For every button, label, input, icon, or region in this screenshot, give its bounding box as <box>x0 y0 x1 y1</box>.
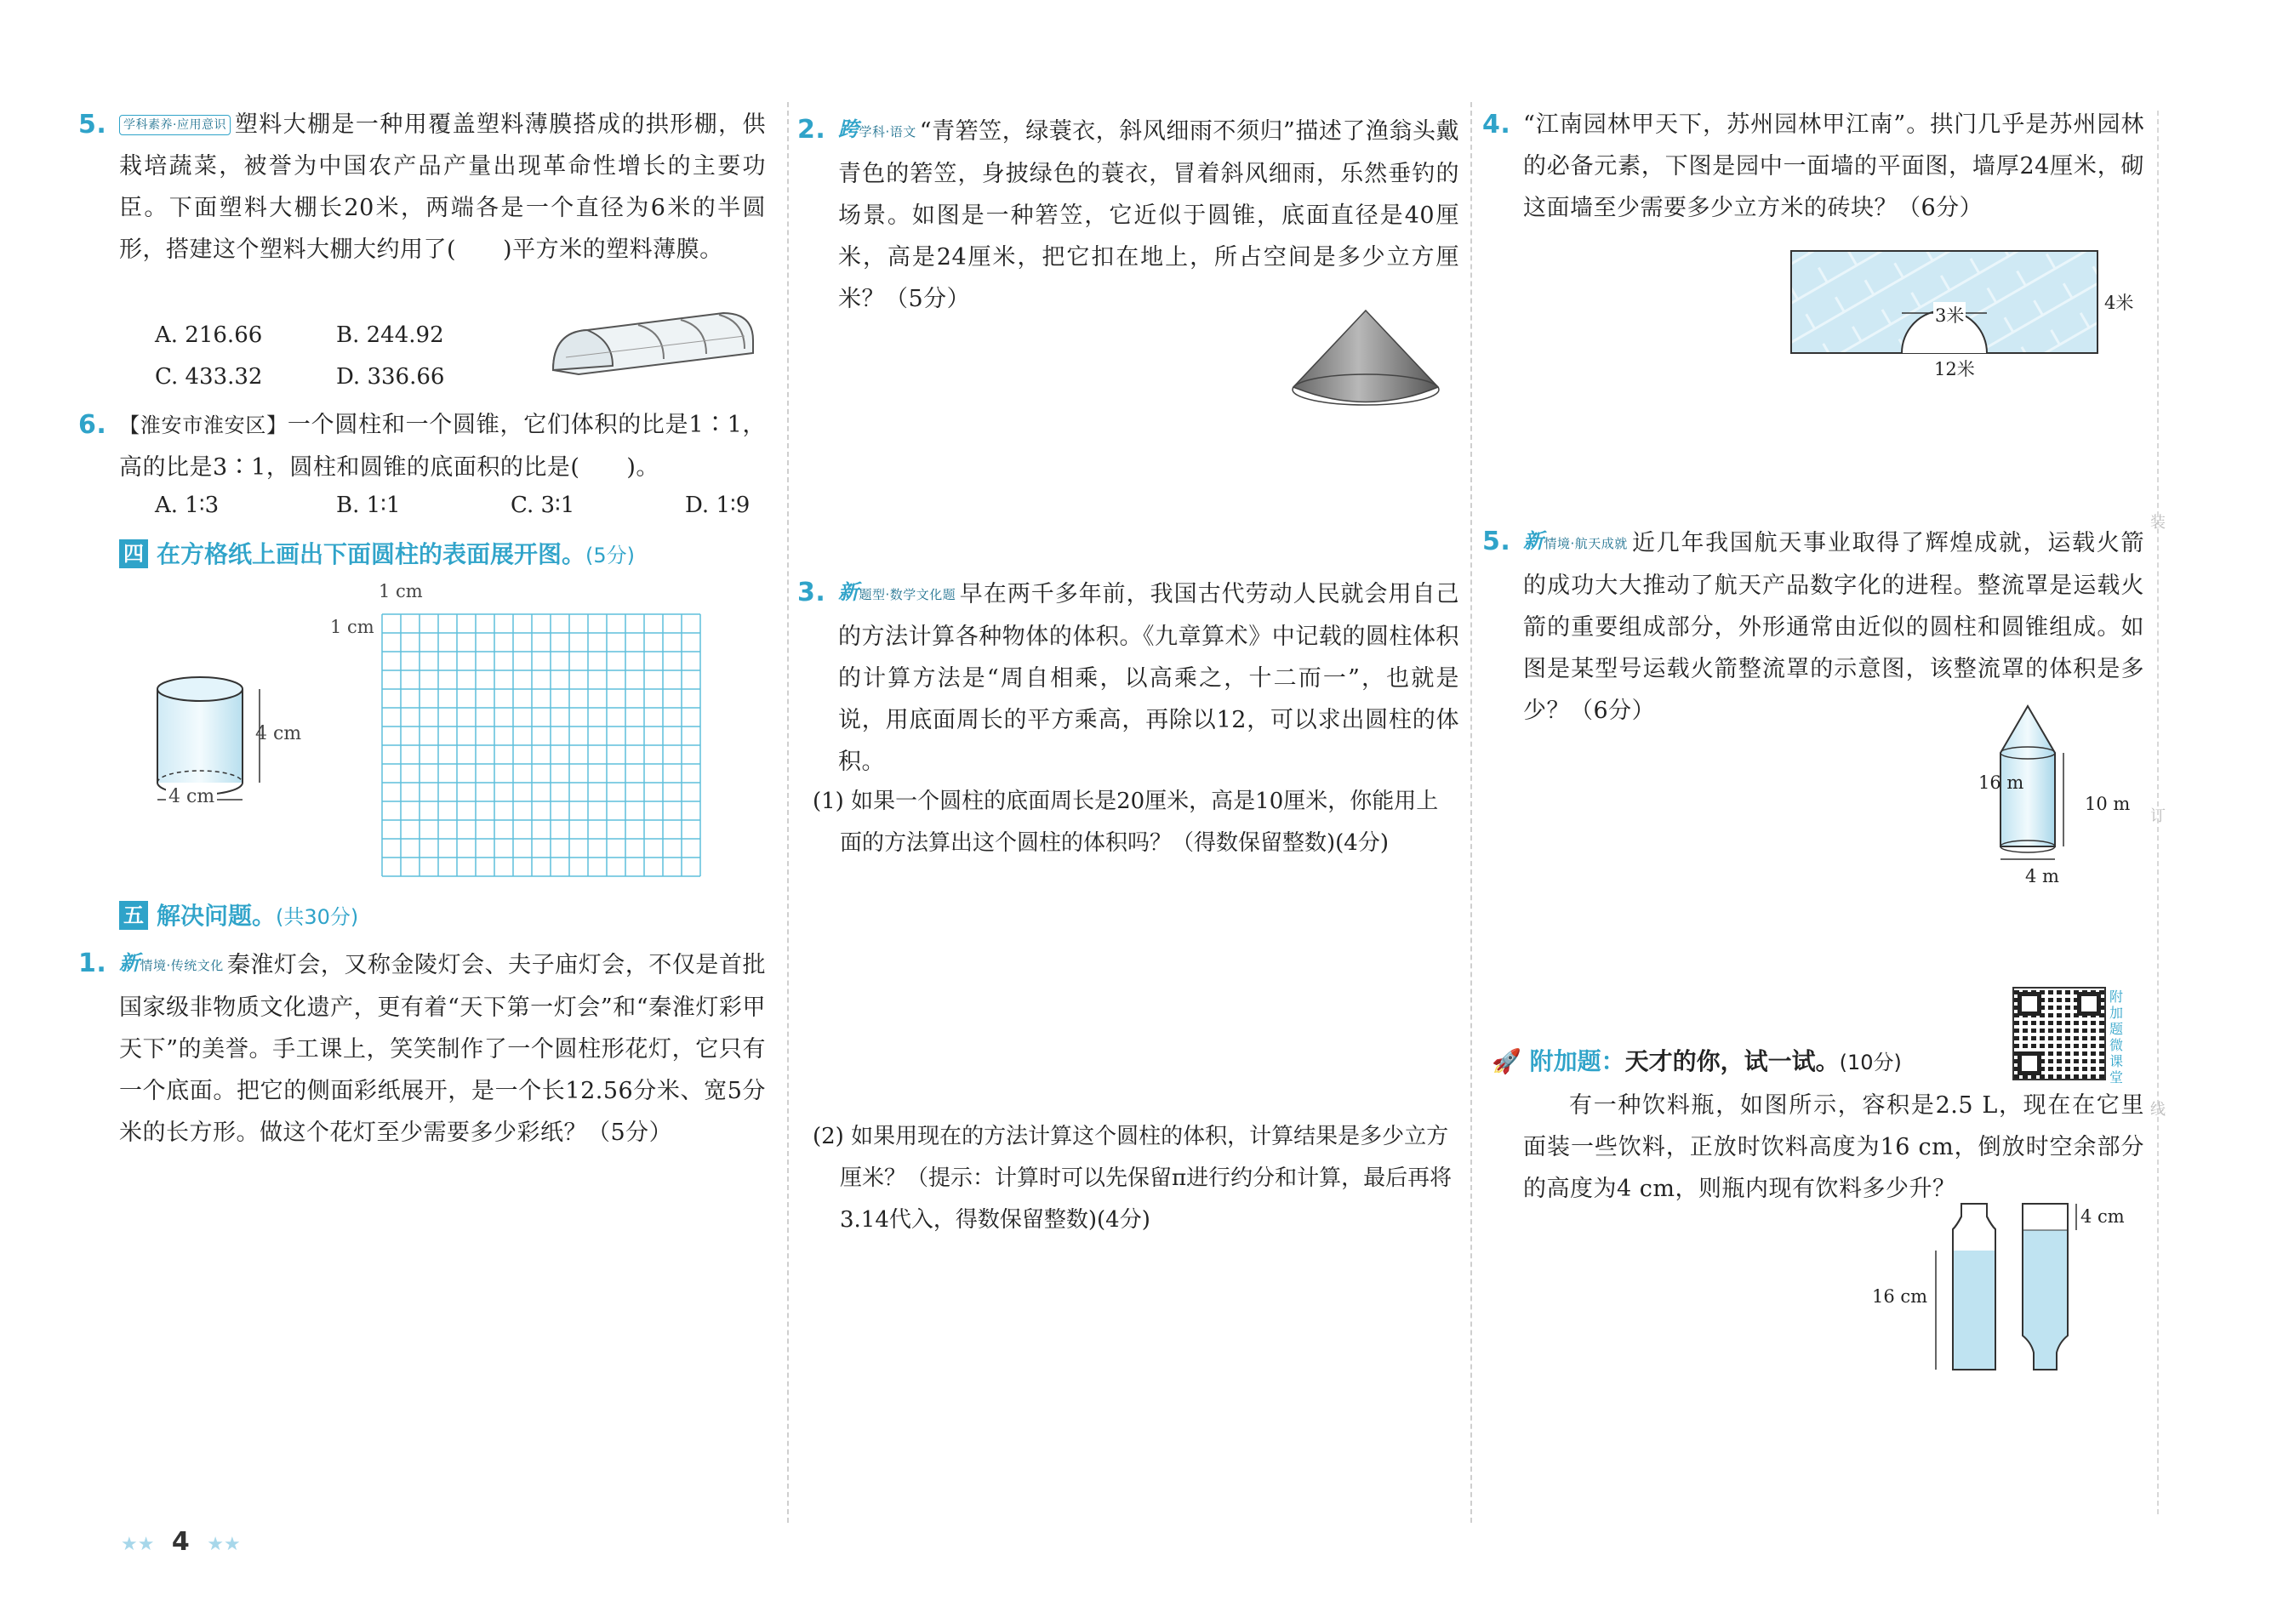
grid-left-label: 1 cm <box>330 617 374 637</box>
wall-height-label: 4米 <box>2104 293 2134 313</box>
qr-caption: 附加题微课堂 <box>2109 989 2124 1086</box>
problem-1 <box>78 943 766 1154</box>
section-title: 解决问题。 <box>157 902 277 930</box>
square-grid-paper[interactable] <box>379 611 711 879</box>
rocket-icon: 🚀 <box>1492 1047 1521 1075</box>
problem-2 <box>797 109 1459 320</box>
column-divider <box>1470 102 1472 1523</box>
question-number: 3. <box>797 578 826 607</box>
question-text: 一个圆柱和一个圆锥，它们体积的比是1∶1，高的比是3∶1，圆柱和圆锥的底面积的比是( )。 <box>119 412 766 481</box>
question-text: 近几年我国航天事业取得了辉煌成就，运载火箭的成功大大推动了航天产品数字化的进程。整流罩是运载火箭的重要组成部分，外形通常由近似的圆柱和圆锥组成。如图是某型号运载火箭整流罩的示意图，该整流罩的体积是多少？（6分） <box>1523 530 2144 724</box>
subject-tag: 跨学科·语文 <box>838 117 916 141</box>
star-icon: ★★ <box>207 1534 241 1555</box>
question-text: 早在两千多年前，我国古代劳动人民就会用自己的方法计算各种物体的体积。《九章算术》中记载的圆柱体积的计算方法是“周自相乘，以高乘之，十二而一”，也就是说，用底面周长的平方乘高，再除以12，可以求出圆柱的体积。 <box>838 581 1459 775</box>
question-5 <box>78 104 766 271</box>
question-number: 1. <box>78 949 107 978</box>
arch-diameter-label: 3米 <box>1933 302 1966 328</box>
section-4-heading <box>119 538 635 573</box>
column-divider <box>787 102 789 1523</box>
region-tag: 【淮安市淮安区】 <box>119 413 288 437</box>
bonus-subtitle: 天才的你，试一试。 <box>1624 1047 1840 1075</box>
problem-5 <box>1482 521 2144 732</box>
problem-3-part-2: (2) 如果用现在的方法计算这个圆柱的体积，计算结果是多少立方厘米？（提示：计算时可以先保留π进行约分和计算，最后再将3.14代入，得数保留整数)(4分) <box>813 1124 1453 1233</box>
question-text: 塑料大棚是一种用覆盖塑料薄膜搭成的拱形棚，供栽培蔬菜，被誉为中国农产品产量出现革命性增长的主要功臣。下面塑料大棚长20米，两端各是一个直径为6米的半圆形，搭建这个塑料大棚大约用了( )平方米的塑料薄膜。 <box>119 111 766 263</box>
star-icon: ★★ <box>121 1534 155 1555</box>
cylinder-height-label: 4 cm <box>255 723 302 744</box>
page-footer <box>119 1527 243 1557</box>
column-middle <box>797 0 1459 1624</box>
question-number: 5. <box>1482 527 1511 556</box>
section-title: 在方格纸上画出下面圆柱的表面展开图。 <box>157 540 586 568</box>
bonus-question: 有一种饮料瓶，如图所示，容积是2.5 L，现在在它里面装一些饮料，正放时饮料高度为16 cm，倒放时空余部分的高度为4 cm，则瓶内现有饮料多少升？ <box>1523 1092 2144 1202</box>
greenhouse-illustration <box>545 306 766 383</box>
qr-code[interactable] <box>2012 987 2106 1080</box>
question-text: 秦淮灯会，又称金陵灯会、夫子庙灯会，不仅是首批国家级非物质文化遗产，更有着“天下第一灯会”和“秦淮灯彩甲天下”的美誉。手工课上，笑笑制作了一个圆柱形花灯，它只有一个底面。把它的侧面彩纸展开，是一个长12.56分米、宽5分米的长方形。做这个花灯至少需要多少彩纸？（5分） <box>119 952 766 1146</box>
question-text: “青箬笠，绿蓑衣，斜风细雨不须归”描述了渔翁头戴青色的箬笠，身披绿色的蓑衣，冒着斜风细雨，乐然垂钓的场景。如图是一种箬笠，它近似于圆锥，底面直径是40厘米，高是24厘米，把它扣在地上，所占空间是多少立方厘米？（5分） <box>838 118 1459 312</box>
question-text: “江南园林甲天下，苏州园林甲江南”。拱门几乎是苏州园林的必备元素，下图是园中一面墙的平面图，墙厚24厘米，砌这面墙至少需要多少立方米的砖块？（6分） <box>1523 111 2144 221</box>
option-c[interactable]: C. 433.32 <box>155 364 263 390</box>
page-number: 4 <box>171 1527 190 1557</box>
bonus-points: (10分) <box>1839 1051 1902 1074</box>
problem-3-part-1: (1) 如果一个圆柱的底面周长是20厘米，高是10厘米，你能用上面的方法算出这个圆柱的体积吗？（得数保留整数)(4分) <box>813 789 1439 856</box>
grid-top-label: 1 cm <box>379 581 423 601</box>
bamboo-hat-illustration <box>1285 306 1447 413</box>
category-tag: 学科素养·应用意识 <box>119 115 231 135</box>
section-number: 四 <box>119 539 148 568</box>
question-6 <box>78 404 766 488</box>
bottle-liquid-height-label: 16 cm <box>1872 1286 1928 1307</box>
cylinder-diameter-label: 4 cm <box>166 786 217 807</box>
option-d[interactable]: D. 336.66 <box>336 364 445 390</box>
option-d[interactable]: D. 1∶9 <box>685 493 751 518</box>
option-a[interactable]: A. 1∶3 <box>155 493 220 518</box>
question-number: 6. <box>78 410 107 440</box>
bottle-empty-height-label: 4 cm <box>2080 1206 2125 1227</box>
binding-mark: 订 <box>2150 807 2166 825</box>
section-5-heading <box>119 899 358 934</box>
fairing-diameter-label: 4 m <box>2025 866 2059 886</box>
column-right <box>1482 0 2144 1624</box>
binding-mark: 装 <box>2150 514 2166 532</box>
question-number: 5. <box>78 110 107 140</box>
section-points: (5分) <box>585 544 636 567</box>
problem-3 <box>797 572 1459 783</box>
new-tag: 新情境·航天成就 <box>1523 529 1628 553</box>
binding-mark: 线 <box>2150 1101 2166 1119</box>
new-tag: 新情境·传统文化 <box>119 951 224 975</box>
option-c[interactable]: C. 3∶1 <box>511 493 575 518</box>
bonus-heading <box>1492 1045 1902 1080</box>
section-number: 五 <box>119 901 148 930</box>
option-b[interactable]: B. 1∶1 <box>336 493 401 518</box>
bonus-title: 附加题： <box>1529 1047 1625 1075</box>
question-number: 2. <box>797 115 826 145</box>
question-number: 4. <box>1482 110 1511 140</box>
q5-options <box>119 315 477 400</box>
column-left <box>78 0 774 1624</box>
bottle-diagram <box>1910 1199 2106 1378</box>
option-b[interactable]: B. 244.92 <box>336 322 444 348</box>
wall-width-label: 12米 <box>1934 359 1975 379</box>
section-points: (共30分) <box>276 905 359 929</box>
q6-options <box>119 485 766 527</box>
option-a[interactable]: A. 216.66 <box>155 322 263 348</box>
cylinder-height-label: 10 m <box>2085 794 2131 814</box>
problem-4 <box>1482 104 2144 229</box>
new-tag: 新题型·数学文化题 <box>838 580 956 604</box>
fairing-height-label: 16 m <box>1978 772 2024 793</box>
